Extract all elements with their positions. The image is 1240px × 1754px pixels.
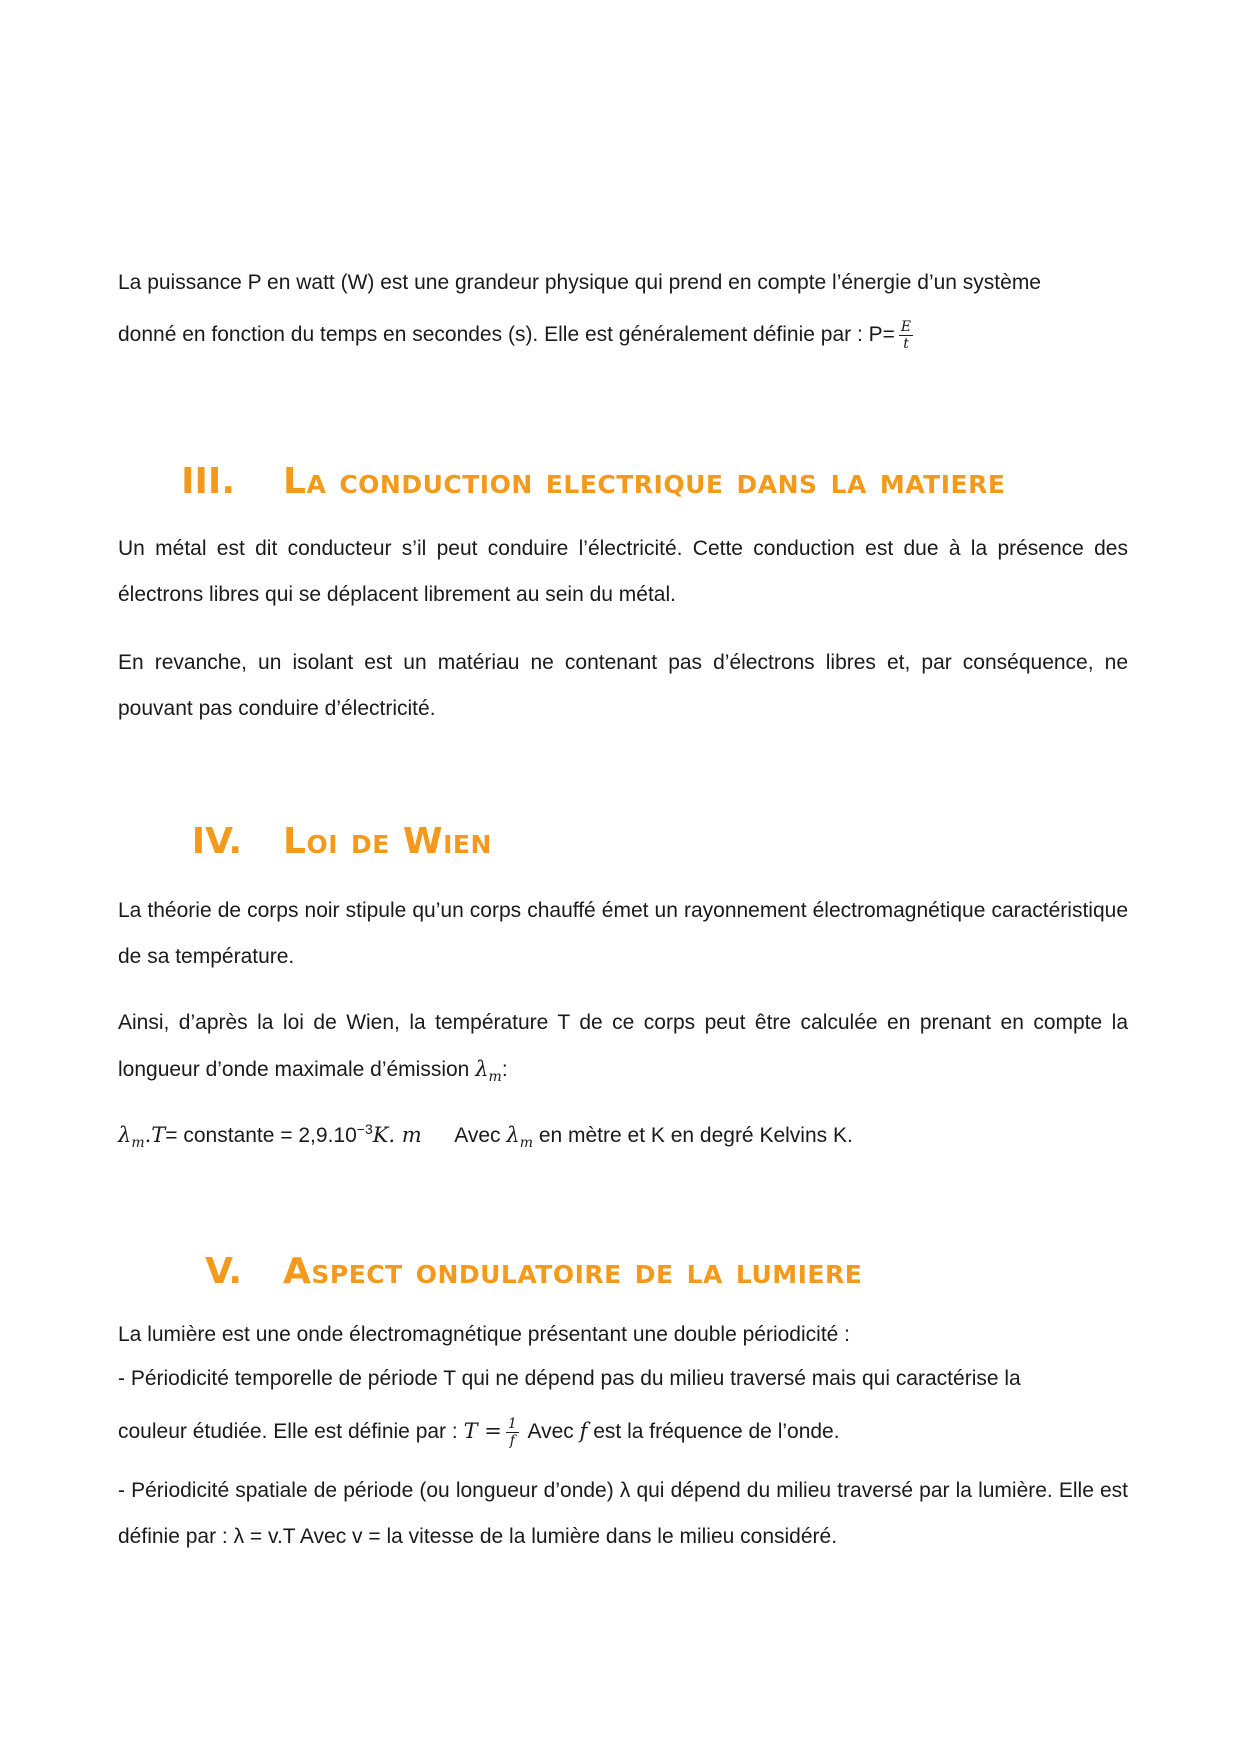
intro-line-1-text: La puissance P en watt (W) est une grandeur physique qui prend en compte l’énergie d’un système: [118, 271, 1041, 294]
power-fraction-numerator: E: [900, 318, 912, 335]
section-4-number: IV.: [191, 821, 242, 862]
section-4-title: Loi de Wien: [283, 821, 492, 862]
section-5-line-3a: couleur étudiée. Elle est définie par :: [118, 1420, 458, 1443]
section-5-line-2: - Périodicité temporelle de période T qui ne dépend pas du milieu traversé mais qui caractérise la: [118, 1367, 1021, 1390]
section-3-number: III.: [181, 461, 235, 502]
formula-avec: Avec: [454, 1124, 501, 1147]
formula-lambda-sub: m: [131, 1135, 145, 1152]
intro-line-2: [118, 312, 1128, 358]
section-5-line-3c: est la fréquence de l’onde.: [593, 1420, 840, 1443]
section-5-line-3: [118, 1408, 1128, 1455]
formula-exponent: −3: [356, 1121, 373, 1137]
intro-line-2-text: donné en fonction du temps en secondes (s). Elle est généralement définie par : P=: [118, 323, 895, 346]
section-4-paragraph-1: La théorie de corps noir stipule qu’un corps chauffé émet un rayonnement électromagnétique caractéristique de sa température.: [118, 899, 1128, 968]
formula-T: .T: [144, 1123, 166, 1147]
section-3-title: La conduction electrique dans la matiere: [283, 461, 1006, 502]
formula-constant: = constante = 2,9.10: [165, 1124, 357, 1147]
section-5-number: V.: [205, 1251, 242, 1292]
formula-lambda: [118, 1123, 166, 1152]
period-formula-T: T =: [463, 1419, 502, 1443]
section-3-paragraph-2: En revanche, un isolant est un matériau ne contenant pas d’électrons libres et, par conséquence, ne pouvant pas conduire d’électricité.: [118, 651, 1128, 720]
section-4-paragraph-2-text: Ainsi, d’après la loi de Wien, la température T de ce corps peut être calculée en prenant en compte la longueur d’onde maximale d’émission: [118, 1011, 1128, 1081]
power-fraction: [899, 319, 913, 352]
lambda-glyph: λ: [475, 1057, 489, 1081]
formula-unit: K. m: [372, 1123, 422, 1147]
formula-lambda-2-sub: m: [519, 1135, 533, 1152]
formula-lambda-2-glyph: λ: [506, 1123, 520, 1147]
colon: :: [501, 1058, 508, 1081]
period-fraction: [506, 1416, 519, 1449]
formula-lambda-2: [506, 1123, 533, 1152]
formula-tail: en mètre et K en degré Kelvins K.: [538, 1124, 853, 1147]
lambda-m-symbol: [475, 1057, 502, 1086]
intro-line-1: [118, 260, 1128, 306]
section-5-line-1: La lumière est une onde électromagnétique présentant une double périodicité :: [118, 1323, 850, 1346]
formula-lambda-glyph: λ: [118, 1123, 132, 1147]
section-5-paragraph-3: - Périodicité spatiale de période (ou longueur d’onde) λ qui dépend du milieu traversé par la lumière. Elle est définie par : λ = v.T Avec v = la vitesse de la lumière dans le milieu considéré.: [118, 1479, 1128, 1548]
section-3-paragraph-1: Un métal est dit conducteur s’il peut conduire l’électricité. Cette conduction est due à la présence des électrons libres qui se déplacent librement au sein du métal.: [118, 537, 1128, 606]
section-5-line-3b: Avec: [527, 1420, 574, 1443]
frequency-symbol: f: [579, 1419, 588, 1443]
period-fraction-numerator: 1: [507, 1415, 517, 1432]
lambda-subscript: m: [488, 1069, 502, 1086]
section-5-title: Aspect ondulatoire de la lumiere: [283, 1251, 863, 1292]
section-4-paragraph-2: [118, 1000, 1128, 1093]
wien-formula: [118, 1112, 1128, 1159]
period-fraction-denominator: f: [509, 1432, 515, 1449]
power-fraction-denominator: t: [903, 335, 909, 352]
